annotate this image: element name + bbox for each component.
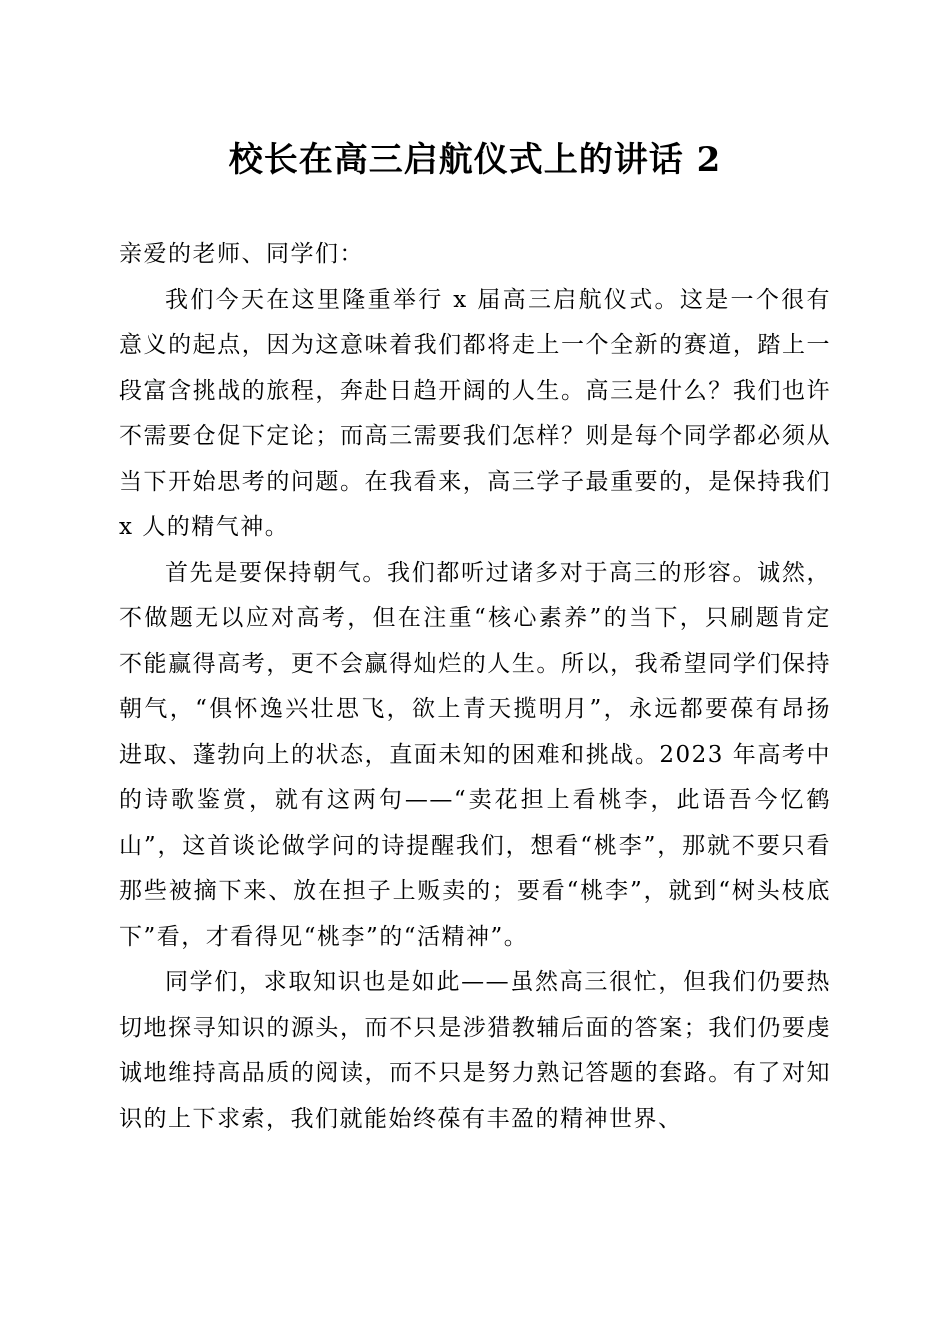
paragraph-1: 我们今天在这里隆重举行 x 届高三启航仪式。这是一个很有意义的起点，因为这意味着我们都将走上一个全新的赛道，踏上一段富含挑战的旅程，奔赴日趋开阔的人生。高三是什么？我们也许不需要仓促下定论；而高三需要我们怎样？则是每个同学都必须从当下开始思考的问题。在我看来，高三学子最重要的，是保持我们 x 人的精气神。 — [119, 286, 831, 540]
paragraph-2: 首先是要保持朝气。我们都听过诸多对于高三的形容。诚然，不做题无以应对高考，但在注重“核心素养”的当下，只刷题肯定不能赢得高考，更不会赢得灿烂的人生。所以，我希望同学们保持朝气，“俱怀逸兴壮思飞，欲上青天揽明月”，永远都要葆有昂扬进取、蓬勃向上的状态，直面未知的困难和挑战。2023 年高考中的诗歌鉴赏，就有这两句——“卖花担上看桃李，此语吾今忆鹤山”，这首谈论做学问的诗提醒我们，想看“桃李”，那就不要只看那些被摘下来、放在担子上贩卖的；要看“桃李”，就到“树头枝底下”看，才看得见“桃李”的“活精神”。 — [119, 559, 831, 950]
paragraph-3: 同学们，求取知识也是如此——虽然高三很忙，但我们仍要热切地探寻知识的源头，而不只是涉猎教辅后面的答案；我们仍要虔诚地维持高品质的阅读，而不只是努力熟记答题的套路。有了对知识的上下求索，我们就能始终葆有丰盈的精神世界、 — [119, 969, 831, 1132]
document-title: 校长在高三启航仪式上的讲话 2 — [228, 140, 722, 180]
document-body — [119, 232, 831, 1142]
salutation: 亲爱的老师、同学们： — [119, 241, 364, 267]
